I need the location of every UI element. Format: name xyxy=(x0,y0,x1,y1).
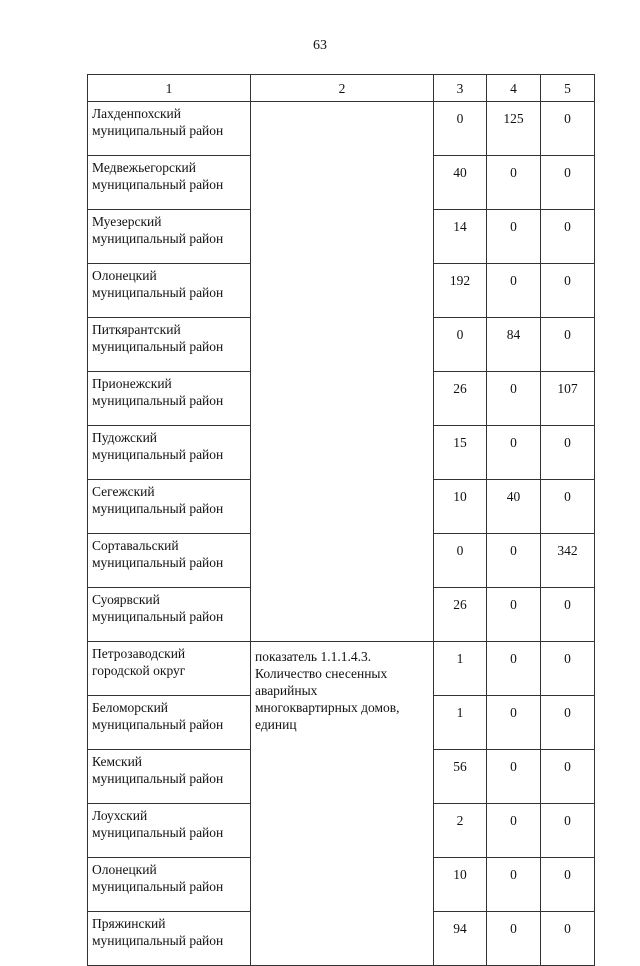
value-col5: 0 xyxy=(541,750,595,804)
value-col3: 0 xyxy=(434,318,487,372)
value-col3: 10 xyxy=(434,480,487,534)
value-col5: 0 xyxy=(541,318,595,372)
district-type: муниципальный район xyxy=(92,933,224,948)
table-row xyxy=(88,642,595,696)
district-name: Пряжинский xyxy=(92,916,166,931)
value-col3: 14 xyxy=(434,210,487,264)
value-col4: 0 xyxy=(487,156,541,210)
district-type: муниципальный район xyxy=(92,447,224,462)
district-name: Прионежский xyxy=(92,376,172,391)
district-type: муниципальный район xyxy=(92,771,224,786)
district-type: муниципальный район xyxy=(92,609,224,624)
district-cell xyxy=(88,318,251,372)
district-name: Лахденпохский xyxy=(92,106,181,121)
district-type: муниципальный район xyxy=(92,879,224,894)
district-name: Сегежский xyxy=(92,484,155,499)
indicator-code: показатель 1.1.1.4.3. xyxy=(255,649,372,664)
indicators-table xyxy=(87,74,595,966)
district-cell xyxy=(88,426,251,480)
district-cell xyxy=(88,372,251,426)
value-col5: 0 xyxy=(541,642,595,696)
column-header-5: 5 xyxy=(541,75,595,102)
table-row xyxy=(88,102,595,156)
district-name: Пудожский xyxy=(92,430,158,445)
district-type: муниципальный район xyxy=(92,177,224,192)
value-col3: 192 xyxy=(434,264,487,318)
district-cell xyxy=(88,858,251,912)
column-header-2: 2 xyxy=(251,75,434,102)
indicator-text: аварийных xyxy=(255,683,318,698)
value-col4: 0 xyxy=(487,804,541,858)
indicator-text: Количество снесенных xyxy=(255,666,388,681)
column-header-3: 3 xyxy=(434,75,487,102)
value-col3: 0 xyxy=(434,102,487,156)
value-col5: 107 xyxy=(541,372,595,426)
indicator-cell xyxy=(251,642,434,966)
district-name: Суоярвский xyxy=(92,592,160,607)
value-col3: 26 xyxy=(434,588,487,642)
value-col3: 94 xyxy=(434,912,487,966)
district-cell xyxy=(88,642,251,696)
value-col4: 0 xyxy=(487,264,541,318)
value-col5: 0 xyxy=(541,156,595,210)
value-col4: 0 xyxy=(487,426,541,480)
value-col5: 0 xyxy=(541,102,595,156)
indicator-cell-empty xyxy=(251,102,434,642)
value-col4: 0 xyxy=(487,642,541,696)
district-cell xyxy=(88,156,251,210)
district-name: Беломорский xyxy=(92,700,169,715)
district-cell xyxy=(88,750,251,804)
district-name: Медвежьегорский xyxy=(92,160,196,175)
district-cell xyxy=(88,696,251,750)
district-cell xyxy=(88,210,251,264)
district-name: Сортавальский xyxy=(92,538,179,553)
district-type: городской округ xyxy=(92,663,186,678)
district-type: муниципальный район xyxy=(92,123,224,138)
value-col4: 0 xyxy=(487,210,541,264)
value-col3: 0 xyxy=(434,534,487,588)
value-col4: 0 xyxy=(487,534,541,588)
column-number-row xyxy=(88,75,595,102)
district-type: муниципальный район xyxy=(92,339,224,354)
value-col5: 0 xyxy=(541,264,595,318)
district-type: муниципальный район xyxy=(92,825,224,840)
district-cell xyxy=(88,534,251,588)
indicator-unit: единиц xyxy=(255,717,297,732)
value-col5: 0 xyxy=(541,588,595,642)
indicator-text: многоквартирных домов, xyxy=(255,700,400,715)
district-name: Олонецкий xyxy=(92,862,157,877)
district-cell xyxy=(88,264,251,318)
value-col3: 2 xyxy=(434,804,487,858)
page-number: 63 xyxy=(313,38,327,53)
value-col5: 0 xyxy=(541,210,595,264)
value-col3: 1 xyxy=(434,642,487,696)
district-type: муниципальный район xyxy=(92,555,224,570)
district-cell xyxy=(88,912,251,966)
district-type: муниципальный район xyxy=(92,285,224,300)
district-type: муниципальный район xyxy=(92,501,224,516)
district-name: Муезерский xyxy=(92,214,162,229)
district-name: Питкярантский xyxy=(92,322,181,337)
value-col3: 10 xyxy=(434,858,487,912)
district-cell xyxy=(88,588,251,642)
district-name: Кемский xyxy=(92,754,143,769)
value-col5: 0 xyxy=(541,426,595,480)
column-header-1: 1 xyxy=(88,75,251,102)
value-col5: 342 xyxy=(541,534,595,588)
value-col5: 0 xyxy=(541,804,595,858)
district-name: Петрозаводский xyxy=(92,646,186,661)
value-col5: 0 xyxy=(541,858,595,912)
value-col4: 40 xyxy=(487,480,541,534)
value-col5: 0 xyxy=(541,696,595,750)
district-type: муниципальный район xyxy=(92,231,224,246)
value-col3: 15 xyxy=(434,426,487,480)
value-col4: 0 xyxy=(487,858,541,912)
district-type: муниципальный район xyxy=(92,717,224,732)
district-cell xyxy=(88,480,251,534)
value-col4: 0 xyxy=(487,912,541,966)
value-col5: 0 xyxy=(541,480,595,534)
value-col4: 0 xyxy=(487,750,541,804)
value-col4: 125 xyxy=(487,102,541,156)
value-col5: 0 xyxy=(541,912,595,966)
district-cell xyxy=(88,102,251,156)
value-col3: 1 xyxy=(434,696,487,750)
district-type: муниципальный район xyxy=(92,393,224,408)
value-col4: 84 xyxy=(487,318,541,372)
district-name: Олонецкий xyxy=(92,268,157,283)
value-col3: 40 xyxy=(434,156,487,210)
district-cell xyxy=(88,804,251,858)
column-header-4: 4 xyxy=(487,75,541,102)
value-col4: 0 xyxy=(487,588,541,642)
district-name: Лоухский xyxy=(92,808,148,823)
value-col4: 0 xyxy=(487,696,541,750)
value-col4: 0 xyxy=(487,372,541,426)
value-col3: 26 xyxy=(434,372,487,426)
value-col3: 56 xyxy=(434,750,487,804)
